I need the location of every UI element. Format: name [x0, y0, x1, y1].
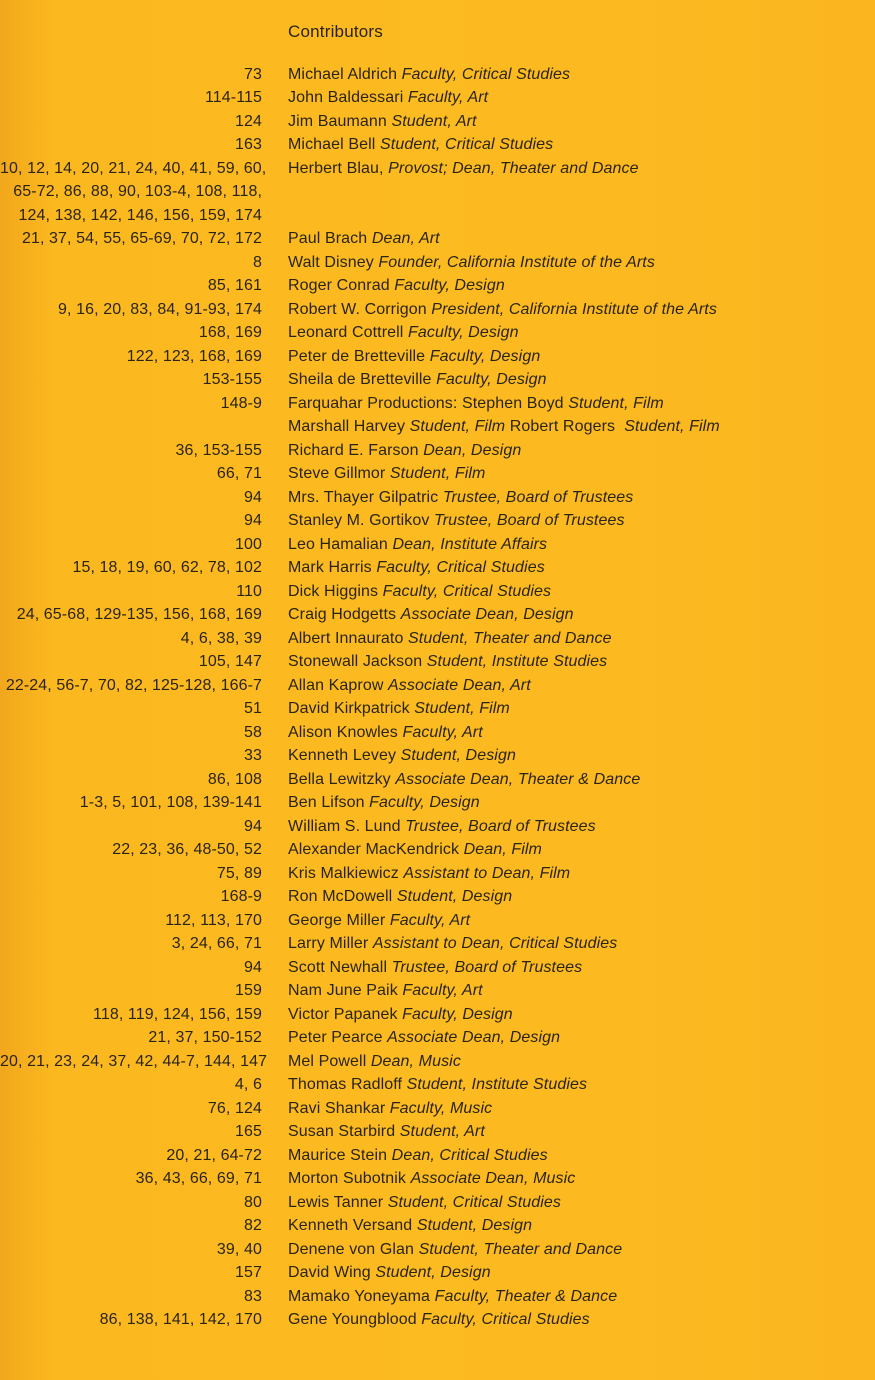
contributor-entry: [288, 136, 553, 154]
contributor-name: George Miller: [288, 911, 390, 929]
contributor-role: Faculty, Design: [394, 277, 505, 295]
contributor-role: Associate Dean, Design: [387, 1029, 561, 1047]
contributor-role: Faculty, Art: [402, 723, 483, 741]
page-references: 20, 21, 23, 24, 37, 42, 44-7, 144, 147: [0, 1052, 268, 1070]
contributor-role: Associate Dean, Design: [400, 606, 574, 624]
contributor-row: [0, 134, 875, 158]
contributor-name: Thomas Radloff: [288, 1076, 407, 1094]
contributor-role: Student, Film: [389, 465, 486, 483]
contributor-row: [0, 533, 875, 557]
contributor-row: [0, 87, 875, 111]
contributor-entry: [288, 536, 547, 554]
contributor-role: President, California Institute of the Arts: [431, 300, 717, 318]
contributor-row: [0, 839, 875, 863]
contributor-role: Student, Film: [568, 394, 664, 412]
contributor-row: [0, 792, 875, 816]
contributor-role: Associate Dean, Music: [410, 1170, 576, 1188]
contributor-name: Larry Miller: [288, 935, 373, 953]
contributor-entry: [288, 630, 612, 648]
contributor-entry: [288, 794, 480, 812]
page-references: 114-115: [204, 89, 262, 107]
contributor-name: Jim Baumann: [288, 112, 392, 130]
contributor-row: [0, 1027, 875, 1051]
contributor-name: Leonard Cottrell: [288, 324, 408, 342]
contributor-name: Marshall Harvey: [288, 418, 410, 436]
contributor-role: Faculty, Critical Studies: [421, 1311, 590, 1329]
contributor-role: Trustee, Board of Trustees: [434, 512, 625, 530]
contributor-name: Mamako Yoneyama: [288, 1287, 435, 1305]
contributor-role: Student, Design: [400, 747, 516, 765]
contributor-entry: [288, 1288, 617, 1306]
page-references: 58: [244, 723, 262, 741]
contributor-role: Associate Dean, Art: [388, 676, 531, 694]
contributor-name: Richard E. Farson: [288, 441, 424, 459]
page-references: 112, 113, 170: [165, 911, 262, 929]
contributor-name: Kris Malkiewicz: [288, 864, 404, 882]
contributor-row: [0, 63, 875, 87]
page-references: 75, 89: [216, 864, 262, 882]
contributor-entry: [288, 442, 521, 460]
contributor-entry: [288, 700, 510, 718]
contributor-name: Peter de Bretteville: [288, 347, 430, 365]
contributor-row: [0, 298, 875, 322]
contributor-row: [0, 322, 875, 346]
contributor-name: Susan Starbird: [288, 1123, 400, 1141]
contributor-name: Walt Disney: [288, 253, 379, 271]
contributor-name: Bella Lewitzky: [288, 770, 396, 788]
contributor-name: John Baldessari: [288, 89, 408, 107]
contributor-entry: [288, 465, 485, 483]
contributor-name: Nam June Paik: [288, 982, 403, 1000]
contributor-row: [0, 157, 875, 181]
contributor-name: Paul Brach: [288, 230, 372, 248]
contributor-entry: [288, 1029, 560, 1047]
page-references: 110: [236, 582, 262, 600]
contributor-entry: [288, 113, 477, 131]
contributor-row: [0, 956, 875, 980]
page-references: 66, 71: [216, 465, 262, 483]
contributor-role: Student, Design: [416, 1217, 533, 1235]
page-references: 168, 169: [198, 324, 262, 342]
contributor-row: [0, 721, 875, 745]
contributor-role: Student, Film: [409, 418, 506, 436]
contributor-name: Alison Knowles: [288, 723, 403, 741]
contributor-name: Peter Pearce: [288, 1029, 388, 1047]
contributor-name: William S. Lund: [288, 817, 406, 835]
contributor-role: Dean, Critical Studies: [391, 1146, 548, 1164]
page-references: 22, 23, 36, 48-50, 52: [112, 841, 262, 859]
page-references: 1-3, 5, 101, 108, 139-141: [79, 794, 262, 812]
contributor-role: Student, Critical Studies: [380, 136, 554, 154]
contributor-row: [0, 557, 875, 581]
page-references: 165: [235, 1123, 262, 1141]
contributor-name: Morton Subotnik: [288, 1170, 411, 1188]
page-references: 24, 65-68, 129-135, 156, 168, 169: [16, 606, 262, 624]
contributor-role: Student, Design: [396, 888, 513, 906]
page-references: 83: [244, 1287, 262, 1305]
page-references: 22-24, 56-7, 70, 82, 125-128, 166-7: [5, 676, 262, 694]
page-references: 9, 16, 20, 83, 84, 91-93, 174: [58, 300, 262, 318]
contributor-row: [0, 745, 875, 769]
page-references: 51: [244, 700, 262, 718]
contributor-entry: [288, 583, 551, 601]
contributor-row: [0, 1191, 875, 1215]
contributor-name: Sheila de Bretteville: [288, 371, 437, 389]
contributor-entry: [288, 1123, 485, 1141]
contributor-entry: [288, 841, 542, 859]
contributor-row: [0, 369, 875, 393]
contributor-role: Dean, Institute Affairs: [392, 535, 548, 553]
contributor-row: [0, 275, 875, 299]
contributor-name: Robert W. Corrigon: [288, 300, 432, 318]
contributor-entry: [288, 371, 547, 389]
page-references: 65-72, 86, 88, 90, 103-4, 108, 118,: [13, 183, 262, 201]
contributor-entry: [288, 301, 717, 319]
page-references: 148-9: [220, 394, 262, 412]
contributor-role: Faculty, Design: [408, 324, 519, 342]
contributor-entry: [288, 418, 720, 436]
page-references: 10, 12, 14, 20, 21, 24, 40, 41, 59, 60,: [0, 159, 267, 177]
contributor-role: Faculty, Critical Studies: [382, 582, 552, 600]
contributor-entry: [288, 1053, 461, 1071]
contributor-row: [0, 204, 875, 228]
contributor-row: [0, 980, 875, 1004]
contributor-entry: [288, 935, 617, 953]
contributor-role: Faculty, Critical Studies: [376, 559, 545, 577]
page-references: 15, 18, 19, 60, 62, 78, 102: [72, 559, 262, 577]
contributor-row: [0, 768, 875, 792]
contributor-row: [0, 251, 875, 275]
contributor-row: [0, 627, 875, 651]
contributor-row: [0, 651, 875, 675]
contributor-row: [0, 1074, 875, 1098]
contributor-row: [0, 1144, 875, 1168]
page-references: 168-9: [220, 888, 262, 906]
page-references: 76, 124: [207, 1099, 262, 1117]
page-references: 122, 123, 168, 169: [126, 347, 262, 365]
contributor-entry: [288, 1241, 622, 1259]
contributor-role: Faculty, Design: [429, 347, 541, 365]
contributor-entry: [288, 489, 633, 507]
contributor-role: Student, Institute Studies: [406, 1076, 588, 1094]
page-references: 94: [244, 958, 262, 976]
contributor-entry: [288, 1100, 492, 1118]
contributor-entry: [288, 512, 625, 530]
page-references: 36, 153-155: [175, 441, 262, 459]
contributor-entry: [288, 818, 596, 836]
page-references: 163: [235, 136, 262, 154]
contributor-name: Stonewall Jackson: [288, 653, 427, 671]
contributor-role: Trustee, Board of Trustees: [391, 958, 583, 976]
contributor-row: [0, 886, 875, 910]
page-references: 80: [244, 1193, 262, 1211]
contributor-entry: [288, 1076, 587, 1094]
contributor-row: [0, 439, 875, 463]
contributor-row: [0, 815, 875, 839]
page-references: 36, 43, 66, 69, 71: [135, 1170, 262, 1188]
page-references: 33: [244, 747, 262, 765]
contributor-row: [0, 1097, 875, 1121]
contributor-entry: [288, 1311, 590, 1329]
contributor-name: Michael Bell: [288, 136, 381, 154]
contributor-name: Alexander MacKendrick: [288, 841, 464, 859]
contributor-name: Stanley M. Gortikov: [288, 512, 435, 530]
contributor-role: Faculty, Art: [402, 982, 483, 1000]
page-references: 85, 161: [207, 277, 262, 295]
contributor-row: [0, 228, 875, 252]
contributor-role: Provost; Dean, Theater and Dance: [388, 159, 639, 177]
contributor-role: Trustee, Board of Trustees: [442, 488, 634, 506]
contributor-entry: [288, 771, 640, 789]
page-references: 3, 24, 66, 71: [171, 935, 262, 953]
page-references: 94: [244, 488, 262, 506]
contributor-entry: [288, 747, 516, 765]
contributor-name: Scott Newhall: [288, 958, 392, 976]
contributor-row: [0, 933, 875, 957]
contributor-row: [0, 110, 875, 134]
page-references: 105, 147: [198, 653, 262, 671]
contributor-entry: [288, 1217, 532, 1235]
contributor-name: Kenneth Versand: [288, 1217, 417, 1235]
contributor-name: Denene von Glan: [288, 1240, 419, 1258]
contributor-name: Mark Harris: [288, 559, 377, 577]
contributor-name: Albert Innaurato: [288, 629, 408, 647]
contributor-role: Associate Dean, Theater & Dance: [395, 770, 641, 788]
contributor-name: Gene Youngblood: [288, 1311, 422, 1329]
contributor-row: [0, 909, 875, 933]
contributor-name: Craig Hodgetts: [288, 606, 401, 624]
contributor-role: Dean, Music: [370, 1052, 461, 1070]
contributor-row: [0, 698, 875, 722]
page-references: 20, 21, 64-72: [166, 1146, 262, 1164]
page-references: 21, 37, 54, 55, 65-69, 70, 72, 172: [21, 230, 262, 248]
contributor-name: David Kirkpatrick: [288, 700, 415, 718]
contributor-entry: [288, 912, 470, 930]
page-references: 124: [235, 112, 262, 130]
page-references: 4, 6, 38, 39: [180, 629, 262, 647]
page-references: 124, 138, 142, 146, 156, 159, 174: [18, 206, 262, 224]
contributor-name: Mel Powell: [288, 1052, 371, 1070]
contributor-row: [0, 1050, 875, 1074]
contributor-role: Dean, Design: [423, 441, 522, 459]
contributor-entry: [288, 277, 505, 295]
contributor-row: [0, 463, 875, 487]
page-references: 100: [235, 535, 262, 553]
contributor-name: Leo Hamalian: [288, 535, 393, 553]
contributor-entry: [288, 1147, 548, 1165]
contributor-role: Faculty, Music: [389, 1099, 493, 1117]
contributor-role: Student, Art: [391, 112, 477, 130]
contributor-role: Dean, Art: [371, 230, 440, 248]
contributor-role: Faculty, Art: [407, 89, 489, 107]
contributor-row: [0, 416, 875, 440]
contributor-name: Farquahar Productions: Stephen Boyd: [288, 394, 569, 412]
contributor-row: [0, 674, 875, 698]
contributor-name: Lewis Tanner: [288, 1193, 388, 1211]
contributor-row: [0, 604, 875, 628]
page-references: 8: [253, 253, 262, 271]
contributor-name: Dick Higgins: [288, 582, 383, 600]
contributor-entry: [288, 982, 483, 1000]
contributor-row: [0, 1238, 875, 1262]
page-references: 94: [244, 512, 262, 530]
contributor-entry: [288, 559, 545, 577]
contributor-row: [0, 510, 875, 534]
contributor-role: Student, Theater and Dance: [408, 629, 612, 647]
contributor-name: Roger Conrad: [288, 277, 395, 295]
contributor-role: Student, Design: [375, 1264, 491, 1282]
contributor-name: Herbert Blau,: [288, 159, 389, 177]
contributor-row: [0, 1262, 875, 1286]
contributor-name: Ben Lifson: [288, 794, 370, 812]
contributor-role: Student, Institute Studies: [426, 653, 608, 671]
contributor-entry: [288, 66, 570, 84]
page-references: 21, 37, 150-152: [148, 1029, 262, 1047]
contributor-entry: [288, 677, 531, 695]
contributor-name: Ron McDowell: [288, 888, 397, 906]
contributor-entry: [288, 1194, 561, 1212]
contributor-entry: [288, 865, 570, 883]
contributor-role: Assistant to Dean, Critical Studies: [372, 935, 618, 953]
contributor-role: Faculty, Art: [389, 911, 471, 929]
contributor-entry: [288, 395, 664, 413]
page-references: 73: [244, 65, 262, 83]
contributor-role: Dean, Film: [463, 841, 542, 859]
page-references: 153-155: [202, 371, 262, 389]
contributor-row: [0, 862, 875, 886]
contributor-name: Maurice Stein: [288, 1146, 392, 1164]
contributor-row: [0, 1215, 875, 1239]
page-references: 118, 119, 124, 156, 159: [93, 1005, 262, 1023]
page-heading: Contributors: [288, 22, 383, 41]
contributor-role: Faculty, Design: [436, 371, 547, 389]
contributor-role: Student, Art: [399, 1123, 485, 1141]
contributor-entry: [288, 888, 512, 906]
contributor-role: Student, Film: [414, 700, 510, 718]
page-references: 94: [244, 817, 262, 835]
contributor-role: Founder, California Institute of the Arts: [378, 253, 655, 271]
contributor-name: Kenneth Levey: [288, 747, 401, 765]
contributor-name: Steve Gillmor: [288, 465, 390, 483]
page-references: 39, 40: [216, 1240, 262, 1258]
contributor-entry: [288, 1006, 513, 1024]
contributor-entry: [288, 160, 639, 178]
contributor-name: David Wing: [288, 1264, 376, 1282]
contributor-entry: [288, 653, 607, 671]
contributor-role: Faculty, Design: [402, 1005, 513, 1023]
contributor-entry: [288, 959, 582, 977]
contributor-row: [0, 1121, 875, 1145]
contributor-name: Ravi Shankar: [288, 1099, 390, 1117]
page-references: 86, 138, 141, 142, 170: [99, 1311, 262, 1329]
contributor-role: Faculty, Theater & Dance: [434, 1287, 618, 1305]
contributor-row: [0, 1168, 875, 1192]
contributor-name: Michael Aldrich: [288, 65, 402, 83]
contributor-role: Student, Theater and Dance: [418, 1240, 623, 1258]
contributor-role: Assistant to Dean, Film: [403, 864, 571, 882]
contributor-entry: [288, 254, 655, 272]
contributor-row: [0, 1285, 875, 1309]
contributor-entry: [288, 724, 483, 742]
contributor-role: Faculty, Critical Studies: [401, 65, 571, 83]
contributor-entry: [288, 89, 488, 107]
contributor-role: Student, Film: [624, 418, 720, 436]
page-references: 159: [235, 982, 262, 1000]
contributor-row: [0, 580, 875, 604]
contributor-entry: [288, 1264, 491, 1282]
contributor-entry: [288, 348, 540, 366]
contributor-row: [0, 181, 875, 205]
page-references: 82: [244, 1217, 262, 1235]
contributor-role: Faculty, Design: [369, 794, 480, 812]
contributor-row: [0, 1003, 875, 1027]
contributor-row: [0, 486, 875, 510]
contributor-role: Student, Critical Studies: [387, 1193, 561, 1211]
page-references: 4, 6: [234, 1076, 262, 1094]
contributor-entry: [288, 606, 574, 624]
contributor-entry: [288, 230, 440, 248]
contributors-list: [0, 63, 875, 1332]
page-references: 86, 108: [207, 770, 262, 788]
contributor-entry: [288, 324, 519, 342]
contributor-role: Trustee, Board of Trustees: [405, 817, 596, 835]
page-references: 157: [235, 1264, 262, 1282]
contributor-name: Allan Kaprow: [288, 676, 389, 694]
contributor-name: Victor Papanek: [288, 1005, 403, 1023]
contributor-row: [0, 345, 875, 369]
contributor-name: Robert Rogers: [505, 418, 625, 436]
contributor-row: [0, 392, 875, 416]
contributor-entry: [288, 1170, 575, 1188]
contributor-name: Mrs. Thayer Gilpatric: [288, 488, 443, 506]
contributor-row: [0, 1309, 875, 1333]
